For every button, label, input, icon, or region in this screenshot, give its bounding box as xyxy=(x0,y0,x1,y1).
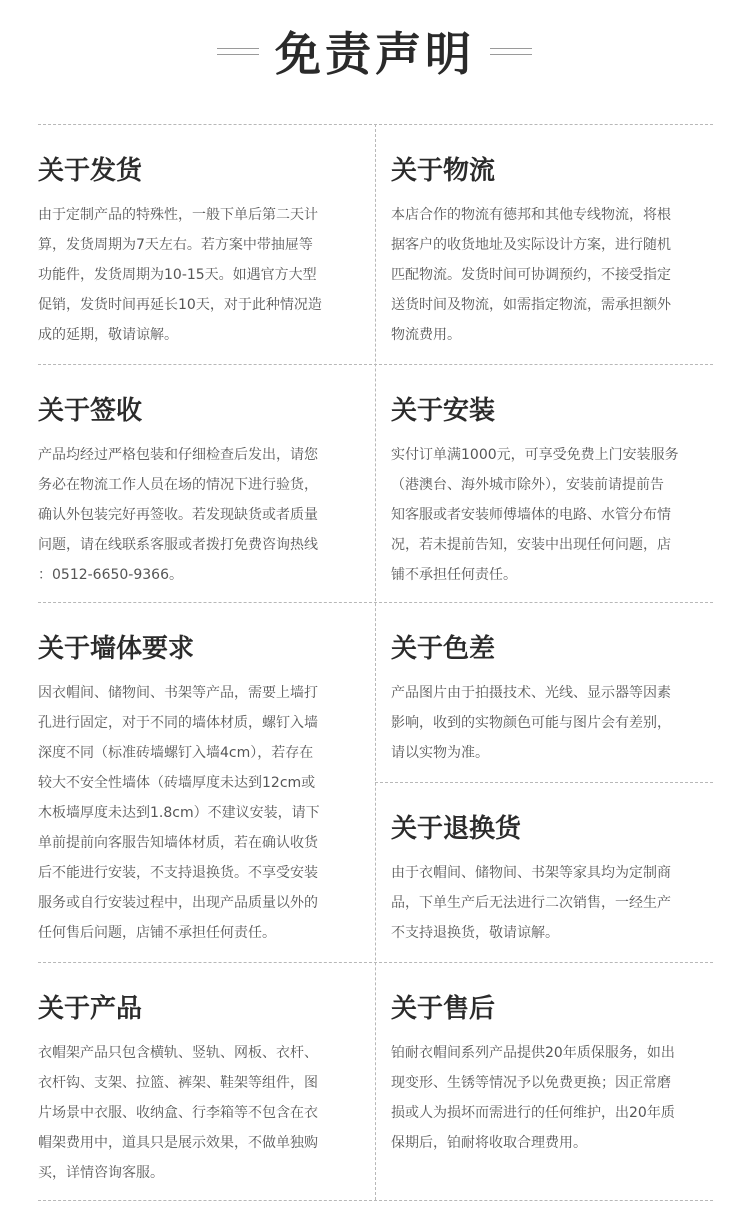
section-body: 实付订单满1000元，可享受免费上门安装服务 （港澳台、海外城市除外），安装前请提前告 知客服或者安装师傅墙体的电路、水管分布情 况，若未提前告知，安装中出现任何问题，店 铺不承担任何责任。 xyxy=(391,447,679,583)
section-title: 关于售后 xyxy=(391,994,496,1024)
divider xyxy=(375,782,713,783)
title-decoration-right xyxy=(490,48,532,55)
section-title: 关于签收 xyxy=(38,396,143,426)
section-title: 关于物流 xyxy=(391,156,496,186)
section-body: 衣帽架产品只包含横轨、竖轨、网板、衣杆、 衣杆钩、支架、拉篮、裤架、鞋架等组件，图 片场景中衣服、收纳盒、行李箱等不包含在衣 帽架费用中，道具只是展示效果，不做单独购 买，详情咨询客服。 xyxy=(38,1045,318,1181)
page-header xyxy=(0,0,750,110)
section-title: 关于产品 xyxy=(38,994,143,1024)
section-color-difference xyxy=(391,632,711,768)
column-divider xyxy=(375,124,376,1200)
section-wall-requirements xyxy=(38,632,358,948)
section-body: 因衣帽间、储物间、书架等产品，需要上墙打 孔进行固定，对于不同的墙体材质，螺钉入墙 深度不同（标准砖墙螺钉入墙4cm），若存在 较大不安全性墙体（砖墙厚度未达到12cm或 木板墙厚度未达到1.8cm）不建议安装，请下 单前提前向客服告知墙体材质，若在确认收货 后不能进行安装，不支持退换货。不享受安装 服务或自行安装过程中，出现产品质量以外的 任何售后问题，店铺不承担任何责任。 xyxy=(38,685,320,941)
section-title: 关于发货 xyxy=(38,156,143,186)
page-title: 免责声明 xyxy=(275,27,475,81)
section-body: 由于定制产品的特殊性，一般下单后第二天计 算，发货周期为7天左右。若方案中带抽屉等 功能件，发货周期为10-15天。如遇官方大型 促销，发货时间再延长10天，对于此种情况造 成的延期，敬请谅解。 xyxy=(38,207,322,343)
section-body: 由于衣帽间、储物间、书架等家具均为定制商 品，下单生产后无法进行二次销售，一经生产 不支持退换货，敬请谅解。 xyxy=(391,865,671,941)
section-after-sales xyxy=(391,992,711,1158)
section-shipping xyxy=(38,154,358,350)
section-body: 铂耐衣帽间系列产品提供20年质保服务，如出 现变形、生锈等情况予以免费更换；因正常磨 损或人为损坏而需进行的任何维护，出20年质 保期后，铂耐将收取合理费用。 xyxy=(391,1045,675,1151)
section-installation xyxy=(391,394,711,590)
section-body: 产品图片由于拍摄技术、光线、显示器等因素 影响，收到的实物颜色可能与图片会有差别， 请以实物为准。 xyxy=(391,685,671,761)
section-title: 关于退换货 xyxy=(391,814,522,844)
section-products xyxy=(38,992,358,1188)
divider xyxy=(38,1200,713,1201)
section-title: 关于墙体要求 xyxy=(38,634,195,664)
section-title: 关于色差 xyxy=(391,634,496,664)
section-body: 产品均经过严格包装和仔细检查后发出，请您 务必在物流工作人员在场的情况下进行验货， 确认外包装完好再签收。若发现缺货或者质量 问题，请在线联系客服或者拨打免费咨询热线 ：0512-6650-9366。 xyxy=(38,447,318,583)
section-title: 关于安装 xyxy=(391,396,496,426)
section-returns xyxy=(391,812,711,948)
section-body: 本店合作的物流有德邦和其他专线物流，将根 据客户的收货地址及实际设计方案，进行随机 匹配物流。发货时间可协调预约，不接受指定 送货时间及物流，如需指定物流，需承担额外 物流费用。 xyxy=(391,207,671,343)
section-receipt xyxy=(38,394,358,590)
section-logistics xyxy=(391,154,711,350)
